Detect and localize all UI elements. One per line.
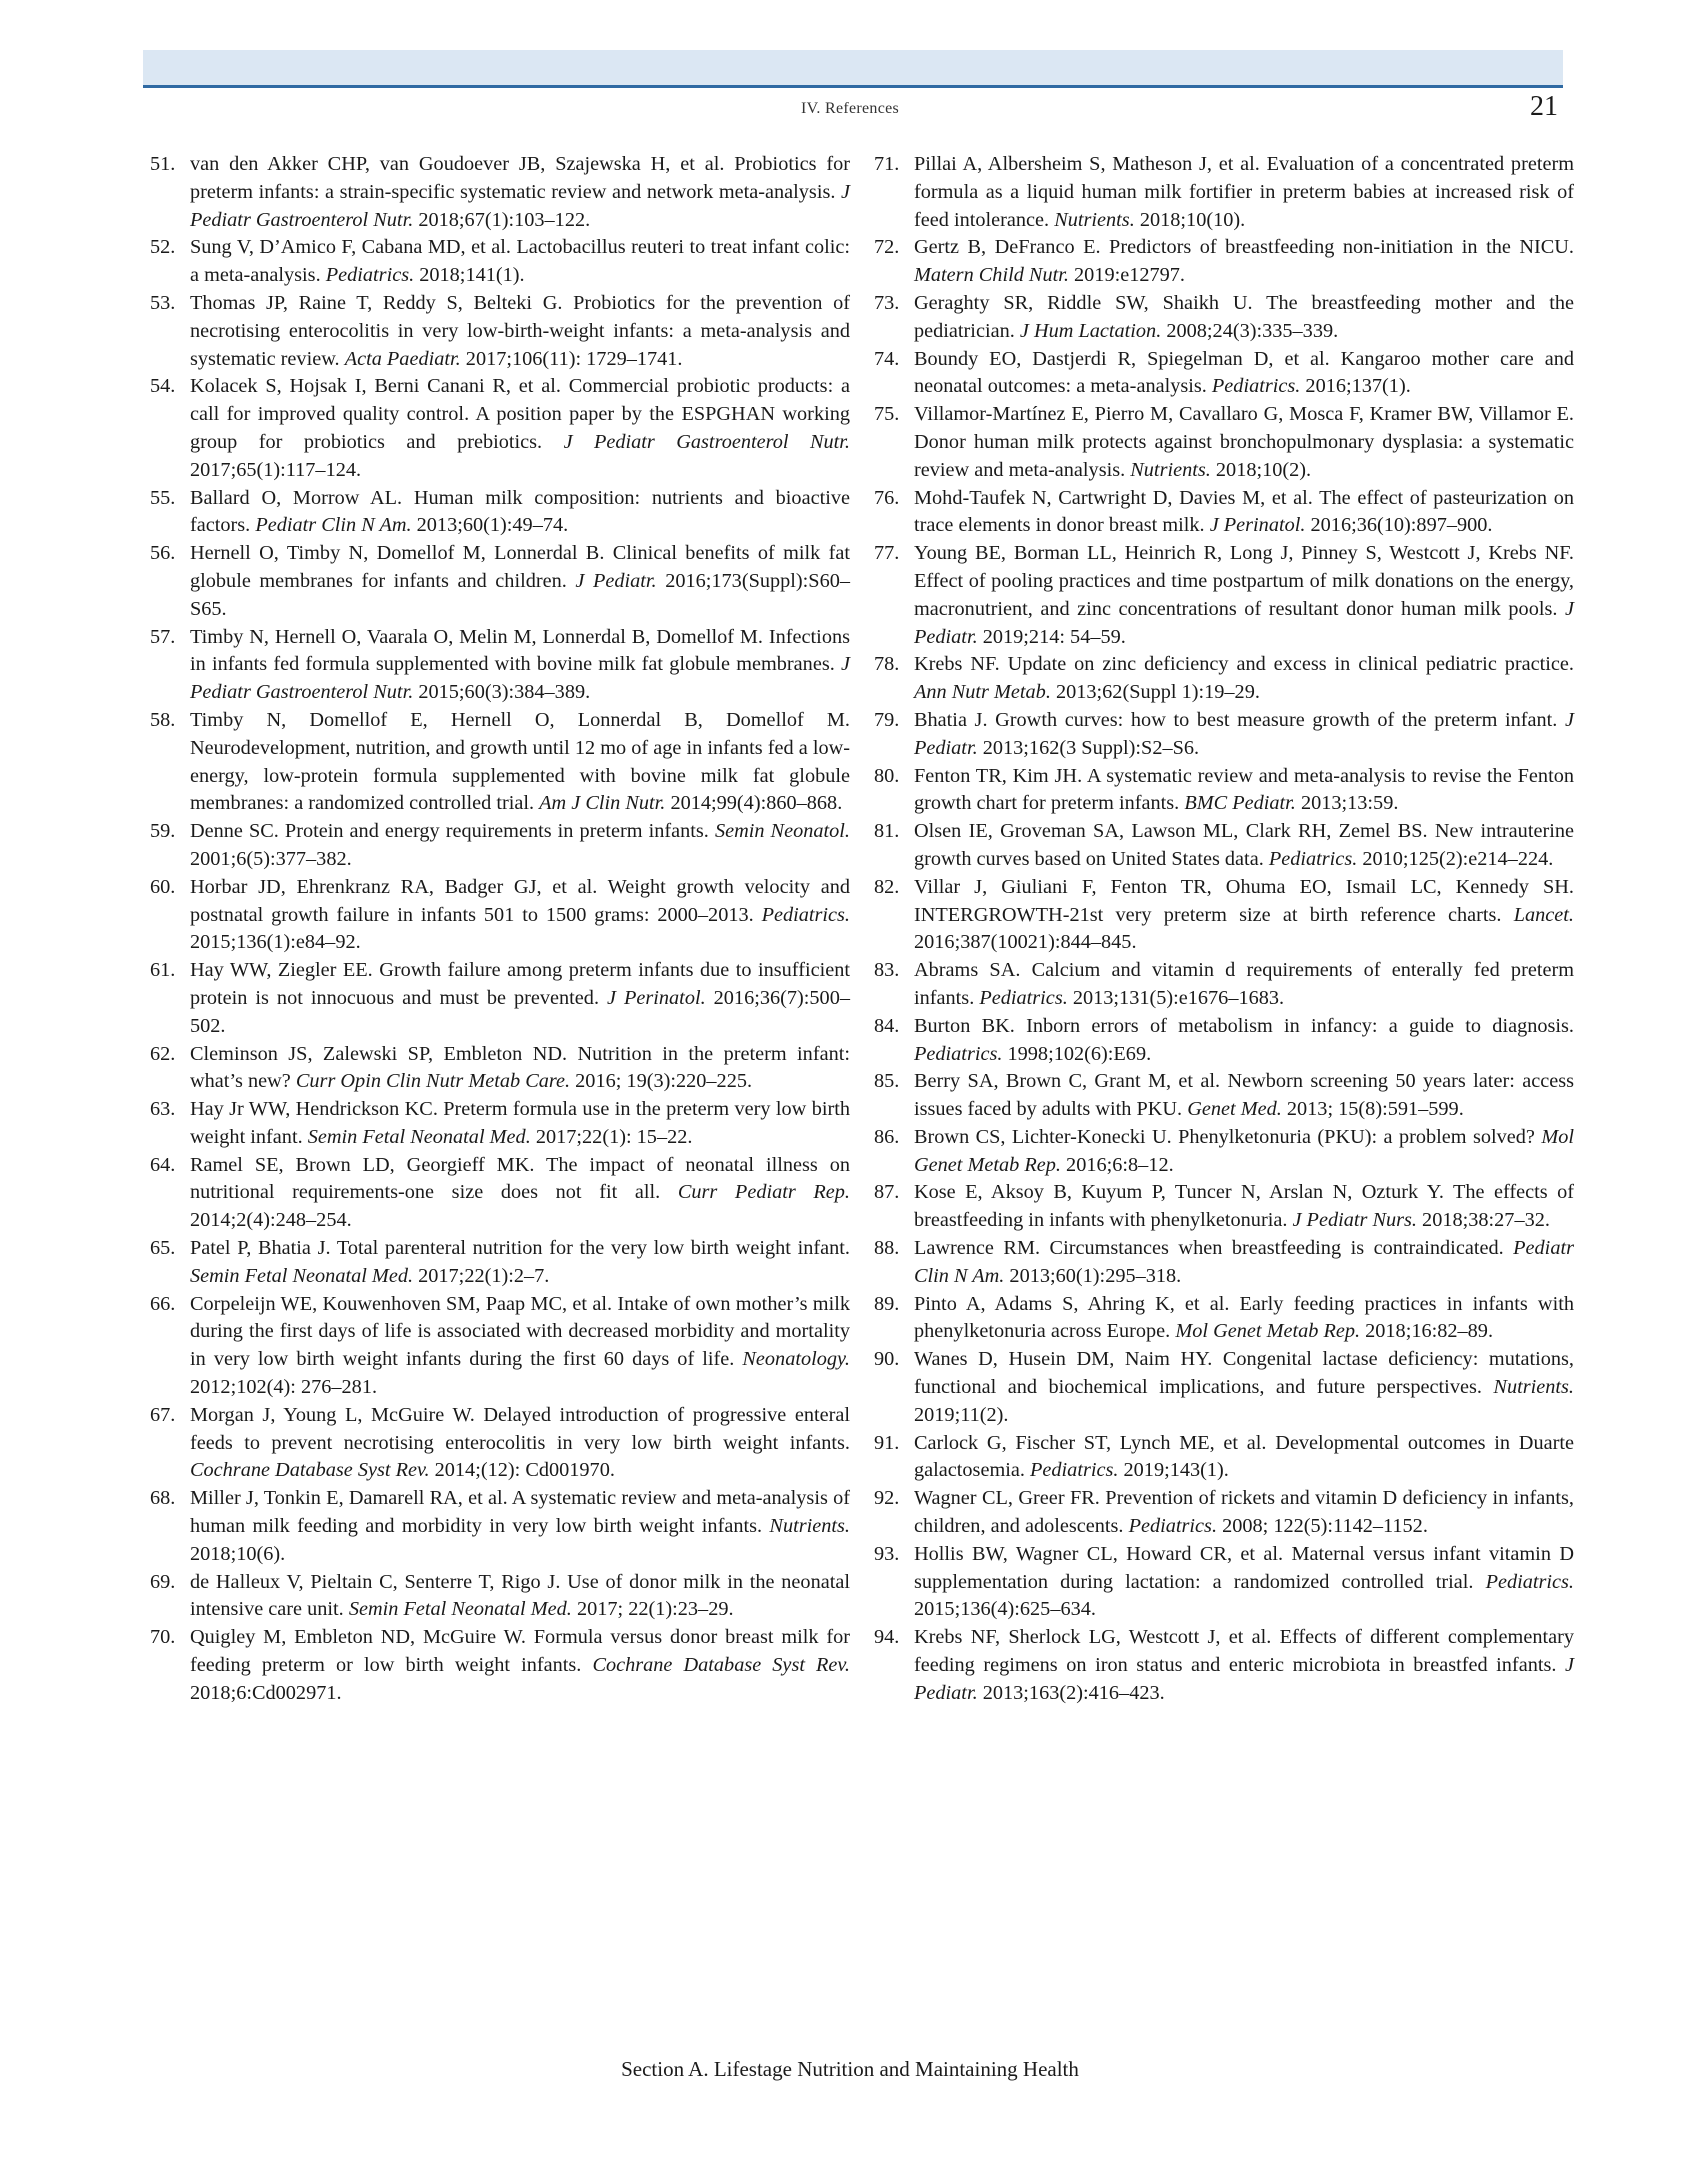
reference-journal: Am J Clin Nutr. <box>539 792 666 815</box>
reference-number: 67. <box>150 1403 176 1426</box>
reference-number: 88. <box>874 1237 900 1260</box>
reference-number: 60. <box>150 875 176 898</box>
reference-journal: J Pediatr. <box>914 708 1574 759</box>
reference-citation: 2015;136(4):625–634. <box>914 1598 1096 1621</box>
reference-number: 73. <box>874 291 900 314</box>
footer-section-title: Section A. Lifestage Nutrition and Maintaining Health <box>621 2057 1079 2081</box>
reference-text: Fenton TR, Kim JH. A systematic review and meta-analysis to revise the Fenton growth chart for preterm infants. <box>914 764 1574 815</box>
reference-text: Timby N, Hernell O, Vaarala O, Melin M, Lonnerdal B, Domellof M. Infections in infants fed formula supplemented with bovine milk fat globule membranes. <box>190 625 850 676</box>
reference-journal: Pediatrics. <box>1030 1459 1119 1482</box>
reference-text: Krebs NF, Sherlock LG, Westcott J, et al. Effects of different complementary feeding regimens on iron status and enteric microbiota in breastfed infants. <box>914 1626 1574 1677</box>
reference-number: 56. <box>150 542 176 565</box>
reference-number: 66. <box>150 1292 176 1315</box>
reference-citation: 2017;65(1):117–124. <box>190 458 362 481</box>
reference-number: 51. <box>150 153 176 175</box>
reference-number: 63. <box>150 1098 176 1121</box>
references-column-right <box>874 151 1574 1708</box>
reference-citation: 2016;36(10):897–900. <box>1305 514 1493 537</box>
reference-item <box>150 1624 850 1707</box>
reference-text: Krebs NF. Update on zinc deficiency and excess in clinical pediatric practice. <box>914 653 1574 676</box>
reference-journal: Mol Genet Metab Rep. <box>1175 1320 1361 1343</box>
reference-item <box>150 1152 850 1235</box>
reference-citation: 2017;106(11): 1729–1741. <box>460 347 683 370</box>
reference-citation: 2014;(12): Cd001970. <box>429 1459 615 1482</box>
reference-text: Pinto A, Adams S, Ahring K, et al. Early feeding practices in infants with phenylketonuria across Europe. <box>914 1292 1574 1343</box>
reference-journal: Neonatology. <box>742 1348 850 1371</box>
reference-item <box>874 234 1574 290</box>
reference-journal: Matern Child Nutr. <box>914 264 1069 287</box>
reference-citation: 2018;10(6). <box>190 1542 286 1565</box>
reference-number: 91. <box>874 1431 900 1454</box>
reference-journal: Semin Fetal Neonatal Med. <box>348 1598 572 1621</box>
reference-number: 89. <box>874 1292 900 1315</box>
reference-number: 79. <box>874 708 900 731</box>
reference-citation: 2016;36(7):500–502. <box>190 986 850 1037</box>
reference-number: 70. <box>150 1626 176 1649</box>
reference-text: Hernell O, Timby N, Domellof M, Lonnerdal B. Clinical benefits of milk fat globule membranes for infants and children. <box>190 542 850 592</box>
reference-journal: Nutrients. <box>769 1515 850 1538</box>
reference-number: 72. <box>874 236 900 259</box>
reference-item <box>150 957 850 1040</box>
reference-journal: Pediatrics. <box>325 264 415 287</box>
reference-journal: Pediatr Clin N Am. <box>255 514 412 537</box>
reference-number: 80. <box>874 764 900 787</box>
reference-citation: 2013;60(1):49–74. <box>411 514 569 537</box>
reference-citation: 2019;11(2). <box>914 1403 1009 1426</box>
reference-text: Morgan J, Young L, McGuire W. Delayed introduction of progressive enteral feeds to prevent necrotising enterocolitis in very low birth weight infants. <box>190 1403 850 1454</box>
reference-text: Kolacek S, Hojsak I, Berni Canani R, et al. Commercial probiotic products: a call for improved quality control. A position paper by the ESPGHAN working group for probiotics and prebiotics. <box>190 375 850 453</box>
reference-item <box>150 290 850 373</box>
reference-item <box>150 234 850 290</box>
reference-citation: 2019:e12797. <box>1068 264 1185 287</box>
reference-number: 53. <box>150 291 176 314</box>
reference-citation: 2013;162(3 Suppl):S2–S6. <box>977 736 1200 759</box>
reference-number: 71. <box>874 153 900 175</box>
reference-text: Corpeleijn WE, Kouwenhoven SM, Paap MC, et al. Intake of own mother’s milk during the first days of life is associated with decreased morbidity and mortality in very low birth weight infants during the first 60 days of life. <box>190 1292 850 1371</box>
reference-journal: Nutrients. <box>1493 1376 1574 1399</box>
page-number: 21 <box>1530 91 1558 122</box>
reference-number: 62. <box>150 1042 176 1065</box>
reference-citation: 2014;99(4):860–868. <box>665 792 843 815</box>
reference-item <box>874 346 1574 402</box>
reference-journal: Curr Opin Clin Nutr Metab Care. <box>295 1070 571 1093</box>
reference-number: 84. <box>874 1014 900 1037</box>
reference-journal: Pediatrics. <box>914 1042 1003 1065</box>
reference-text: Hay Jr WW, Hendrickson KC. Preterm formula use in the preterm very low birth weight infant. <box>190 1098 850 1148</box>
reference-number: 77. <box>874 542 900 565</box>
reference-text: Brown CS, Lichter-Konecki U. Phenylketonuria (PKU): a problem solved? <box>914 1125 1542 1148</box>
reference-citation: 2019;143(1). <box>1118 1459 1229 1482</box>
reference-journal: Pediatr Clin N Am. <box>914 1237 1574 1287</box>
reference-number: 55. <box>150 486 176 509</box>
reference-journal: Pediatrics. <box>1268 847 1358 870</box>
reference-item <box>874 1346 1574 1429</box>
reference-citation: 2013;60(1):295–318. <box>1004 1264 1182 1287</box>
running-head: IV. References <box>800 100 900 117</box>
reference-journal: Semin Neonatol. <box>714 820 850 843</box>
reference-citation: 2018;16:82–89. <box>1360 1320 1494 1343</box>
reference-number: 90. <box>874 1348 900 1371</box>
reference-journal: J Pediatr. <box>914 597 1574 648</box>
reference-citation: 2013; 15(8):591–599. <box>1281 1098 1464 1121</box>
reference-text: Olsen IE, Groveman SA, Lawson ML, Clark RH, Zemel BS. New intrauterine growth curves based on United States data. <box>914 820 1574 870</box>
reference-text: Patel P, Bhatia J. Total parenteral nutrition for the very low birth weight infant. <box>190 1237 850 1260</box>
reference-text: Gertz B, DeFranco E. Predictors of breastfeeding non-initiation in the NICU. <box>914 236 1574 259</box>
reference-number: 81. <box>874 820 900 843</box>
reference-journal: J Pediatr Gastroenterol Nutr. <box>563 430 850 453</box>
reference-item <box>150 1235 850 1291</box>
reference-citation: 2016;387(10021):844–845. <box>914 931 1137 954</box>
reference-item <box>874 1179 1574 1235</box>
reference-text: Mohd-Taufek N, Cartwright D, Davies M, et al. The effect of pasteurization on trace elements in donor breast milk. <box>914 486 1574 537</box>
reference-text: Thomas JP, Raine T, Reddy S, Belteki G. Probiotics for the prevention of necrotising enterocolitis in very low-birth-weight infants: a meta-analysis and systematic review. <box>190 291 850 370</box>
reference-item <box>150 1485 850 1568</box>
reference-citation: 1998;102(6):E69. <box>1002 1042 1152 1065</box>
reference-item <box>150 373 850 484</box>
reference-citation: 2018;6:Cd002971. <box>190 1681 342 1704</box>
reference-journal: J Hum Lactation. <box>1019 319 1162 342</box>
reference-item <box>874 1013 1574 1069</box>
reference-item <box>150 1291 850 1402</box>
reference-item <box>874 707 1574 763</box>
reference-item <box>874 151 1574 234</box>
reference-citation: 2008;24(3):335–339. <box>1161 319 1339 342</box>
reference-journal: Nutrients. <box>1054 208 1135 231</box>
reference-citation: 2016;137(1). <box>1300 375 1411 398</box>
reference-citation: 2018;67(1):103–122. <box>413 208 591 231</box>
reference-citation: 2013;62(Suppl 1):19–29. <box>1050 681 1260 704</box>
reference-journal: Mol Genet Metab Rep. <box>914 1125 1574 1176</box>
reference-text: de Halleux V, Pieltain C, Senterre T, Rigo J. Use of donor milk in the neonatal intensive care unit. <box>190 1570 850 1621</box>
reference-text: Abrams SA. Calcium and vitamin d requirements of enterally fed preterm infants. <box>914 959 1574 1009</box>
reference-item <box>874 818 1574 874</box>
reference-item <box>150 151 850 234</box>
reference-item <box>150 485 850 541</box>
reference-text: Villamor-Martínez E, Pierro M, Cavallaro G, Mosca F, Kramer BW, Villamor E. Donor human milk protects against bronchopulmonary dysplasia: a systematic review and meta-analysis. <box>914 403 1574 481</box>
reference-journal: Ann Nutr Metab. <box>914 681 1051 704</box>
reference-text: Timby N, Domellof E, Hernell O, Lonnerdal B, Domellof M. Neurodevelopment, nutrition, and growth until 12 mo of age in infants fed a low-energy, low-protein formula supplemented with bovine milk fat globule membranes: a randomized controlled trial. <box>190 708 850 815</box>
reference-number: 76. <box>874 486 900 509</box>
reference-item <box>150 540 850 623</box>
reference-number: 57. <box>150 625 176 648</box>
reference-number: 92. <box>874 1487 900 1510</box>
reference-text: Kose E, Aksoy B, Kuyum P, Tuncer N, Arslan N, Ozturk Y. The effects of breastfeeding in infants with phenylketonuria. <box>914 1181 1574 1232</box>
reference-journal: Pediatrics. <box>1485 1570 1574 1593</box>
reference-number: 86. <box>874 1125 900 1148</box>
reference-item <box>874 1430 1574 1486</box>
reference-item <box>874 1624 1574 1707</box>
reference-item <box>874 874 1574 957</box>
reference-item <box>874 1485 1574 1541</box>
reference-item <box>874 763 1574 819</box>
reference-journal: Semin Fetal Neonatal Med. <box>307 1125 531 1148</box>
reference-citation: 2016; 19(3):220–225. <box>570 1070 753 1093</box>
reference-text: Ramel SE, Brown LD, Georgieff MK. The impact of neonatal illness on nutritional requirements-one size does not fit all. <box>190 1153 850 1204</box>
reference-text: Quigley M, Embleton ND, McGuire W. Formula versus donor breast milk for feeding preterm or low birth weight infants. <box>190 1626 850 1677</box>
reference-journal: Curr Pediatr Rep. <box>677 1181 851 1204</box>
reference-number: 52. <box>150 236 176 259</box>
reference-item <box>874 540 1574 651</box>
reference-journal: Pediatrics. <box>979 986 1068 1009</box>
reference-text: Wagner CL, Greer FR. Prevention of rickets and vitamin D deficiency in infants, children, and adolescents. <box>914 1487 1574 1538</box>
reference-text: Boundy EO, Dastjerdi R, Spiegelman D, et al. Kangaroo mother care and neonatal outcomes: a meta-analysis. <box>914 347 1574 398</box>
reference-text: Cleminson JS, Zalewski SP, Embleton ND. Nutrition in the preterm infant: what’s new? <box>190 1042 850 1093</box>
header-band <box>143 50 1563 88</box>
reference-citation: 2001;6(5):377–382. <box>190 847 352 870</box>
reference-item <box>874 1068 1574 1124</box>
reference-citation: 2016;173(Suppl):S60–S65. <box>190 569 850 620</box>
reference-citation: 2018;10(10). <box>1134 208 1246 231</box>
reference-journal: Lancet. <box>1513 903 1574 926</box>
reference-citation: 2010;125(2):e214–224. <box>1357 847 1554 870</box>
reference-text: Horbar JD, Ehrenkranz RA, Badger GJ, et al. Weight growth velocity and postnatal growth failure in infants 501 to 1500 grams: 2000–2013. <box>190 875 850 926</box>
reference-citation: 2018;141(1). <box>414 264 525 287</box>
reference-journal: Acta Paediatr. <box>344 347 461 370</box>
reference-citation: 2019;214: 54–59. <box>977 625 1126 648</box>
reference-item <box>150 624 850 707</box>
reference-item <box>874 651 1574 707</box>
reference-citation: 2015;136(1):e84–92. <box>190 931 361 954</box>
reference-citation: 2016;6:8–12. <box>1060 1153 1174 1176</box>
reference-item <box>874 290 1574 346</box>
reference-citation: 2017; 22(1):23–29. <box>571 1598 734 1621</box>
reference-item <box>874 485 1574 541</box>
reference-number: 87. <box>874 1181 900 1204</box>
reference-text: Geraghty SR, Riddle SW, Shaikh U. The breastfeeding mother and the pediatrician. <box>914 291 1574 342</box>
reference-text: Ballard O, Morrow AL. Human milk composition: nutrients and bioactive factors. <box>190 486 850 537</box>
reference-citation: 2013;131(5):e1676–1683. <box>1067 986 1285 1009</box>
reference-journal: Pediatrics. <box>1211 375 1301 398</box>
reference-text: Hollis BW, Wagner CL, Howard CR, et al. Maternal versus infant vitamin D supplementation during lactation: a randomized controlled trial. <box>914 1542 1574 1593</box>
reference-number: 74. <box>874 347 900 370</box>
reference-citation: 2012;102(4): 276–281. <box>190 1376 378 1399</box>
reference-item <box>150 1402 850 1485</box>
reference-journal: Pediatrics. <box>761 903 850 926</box>
reference-item <box>874 1124 1574 1180</box>
reference-journal: J Perinatol. <box>1209 514 1306 537</box>
reference-citation: 2013;163(2):416–423. <box>977 1681 1165 1704</box>
reference-number: 65. <box>150 1237 176 1260</box>
reference-citation: 2018;10(2). <box>1210 458 1312 481</box>
reference-item <box>150 818 850 874</box>
reference-text: Lawrence RM. Circumstances when breastfeeding is contraindicated. <box>914 1237 1514 1260</box>
reference-citation: 2008; 122(5):1142–1152. <box>1217 1515 1428 1538</box>
reference-item <box>150 707 850 818</box>
reference-number: 82. <box>874 875 900 898</box>
reference-text: van den Akker CHP, van Goudoever JB, Szajewska H, et al. Probiotics for preterm infants: a strain-specific systematic review and network meta-analysis. <box>190 153 850 203</box>
reference-citation: 2013;13:59. <box>1295 792 1399 815</box>
reference-number: 68. <box>150 1487 176 1510</box>
reference-journal: Pediatrics. <box>1128 1515 1218 1538</box>
reference-text: Denne SC. Protein and energy requirements in preterm infants. <box>190 820 715 843</box>
reference-number: 85. <box>874 1070 900 1093</box>
reference-journal: Nutrients. <box>1130 458 1211 481</box>
reference-journal: Cochrane Database Syst Rev. <box>190 1459 430 1482</box>
reference-journal: J Pediatr Gastroenterol Nutr. <box>190 653 850 704</box>
reference-text: Berry SA, Brown C, Grant M, et al. Newborn screening 50 years later: access issues faced by adults with PKU. <box>914 1070 1574 1121</box>
reference-number: 61. <box>150 959 176 982</box>
reference-text: Sung V, D’Amico F, Cabana MD, et al. Lactobacillus reuteri to treat infant colic: a meta-analysis. <box>190 236 850 287</box>
reference-citation: 2017;22(1):2–7. <box>413 1264 550 1287</box>
reference-text: Burton BK. Inborn errors of metabolism in infancy: a guide to diagnosis. <box>914 1014 1574 1037</box>
reference-number: 83. <box>874 959 900 982</box>
reference-number: 94. <box>874 1626 900 1649</box>
reference-journal: Cochrane Database Syst Rev. <box>592 1654 850 1677</box>
reference-number: 93. <box>874 1542 900 1565</box>
reference-text: Bhatia J. Growth curves: how to best measure growth of the preterm infant. <box>914 708 1565 731</box>
reference-text: Hay WW, Ziegler EE. Growth failure among preterm infants due to insufficient protein is not innocuous and must be prevented. <box>190 959 850 1009</box>
reference-item <box>874 957 1574 1013</box>
reference-journal: J Perinatol. <box>607 986 706 1009</box>
reference-journal: J Pediatr. <box>575 569 657 592</box>
reference-journal: Genet Med. <box>1187 1098 1282 1121</box>
reference-number: 64. <box>150 1153 176 1176</box>
reference-number: 59. <box>150 820 176 843</box>
reference-journal: Semin Fetal Neonatal Med. <box>190 1264 414 1287</box>
references-column-left <box>150 151 850 1708</box>
reference-text: Pillai A, Albersheim S, Matheson J, et al. Evaluation of a concentrated preterm formula as a liquid human milk fortifier in preterm babies at increased risk of feed intolerance. <box>914 153 1574 231</box>
reference-text: Wanes D, Husein DM, Naim HY. Congenital lactase deficiency: mutations, functional and biochemical implications, and future perspectives. <box>914 1348 1574 1399</box>
reference-citation: 2014;2(4):248–254. <box>190 1209 352 1232</box>
reference-number: 54. <box>150 375 176 398</box>
reference-citation: 2017;22(1): 15–22. <box>530 1125 693 1148</box>
reference-journal: J Pediatr Nurs. <box>1292 1209 1417 1232</box>
reference-text: Villar J, Giuliani F, Fenton TR, Ohuma EO, Ismail LC, Kennedy SH. INTERGROWTH-21st very preterm size at birth reference charts. <box>914 875 1574 926</box>
reference-journal: J Pediatr Gastroenterol Nutr. <box>190 180 850 231</box>
reference-item <box>874 401 1574 484</box>
reference-item <box>874 1541 1574 1624</box>
reference-citation: 2015;60(3):384–389. <box>413 681 591 704</box>
reference-text: Young BE, Borman LL, Heinrich R, Long J, Pinney S, Westcott J, Krebs NF. Effect of pooling practices and time postpartum of milk donations on the energy, macronutrient, and zinc concentrations of resultant donor human milk pools. <box>914 542 1574 620</box>
reference-text: Carlock G, Fischer ST, Lynch ME, et al. Developmental outcomes in Duarte galactosemia. <box>914 1431 1574 1482</box>
reference-number: 78. <box>874 653 900 676</box>
reference-item <box>150 874 850 957</box>
reference-item <box>150 1569 850 1625</box>
reference-item <box>150 1041 850 1097</box>
reference-citation: 2018;38:27–32. <box>1416 1209 1550 1232</box>
reference-text: Miller J, Tonkin E, Damarell RA, et al. A systematic review and meta-analysis of human milk feeding and morbidity in very low birth weight infants. <box>190 1487 850 1538</box>
reference-number: 69. <box>150 1570 176 1593</box>
reference-journal: J Pediatr. <box>914 1654 1574 1704</box>
reference-number: 58. <box>150 708 176 731</box>
reference-item <box>874 1235 1574 1291</box>
reference-item <box>150 1096 850 1152</box>
reference-journal: BMC Pediatr. <box>1184 792 1296 815</box>
reference-item <box>874 1291 1574 1347</box>
reference-number: 75. <box>874 403 900 426</box>
